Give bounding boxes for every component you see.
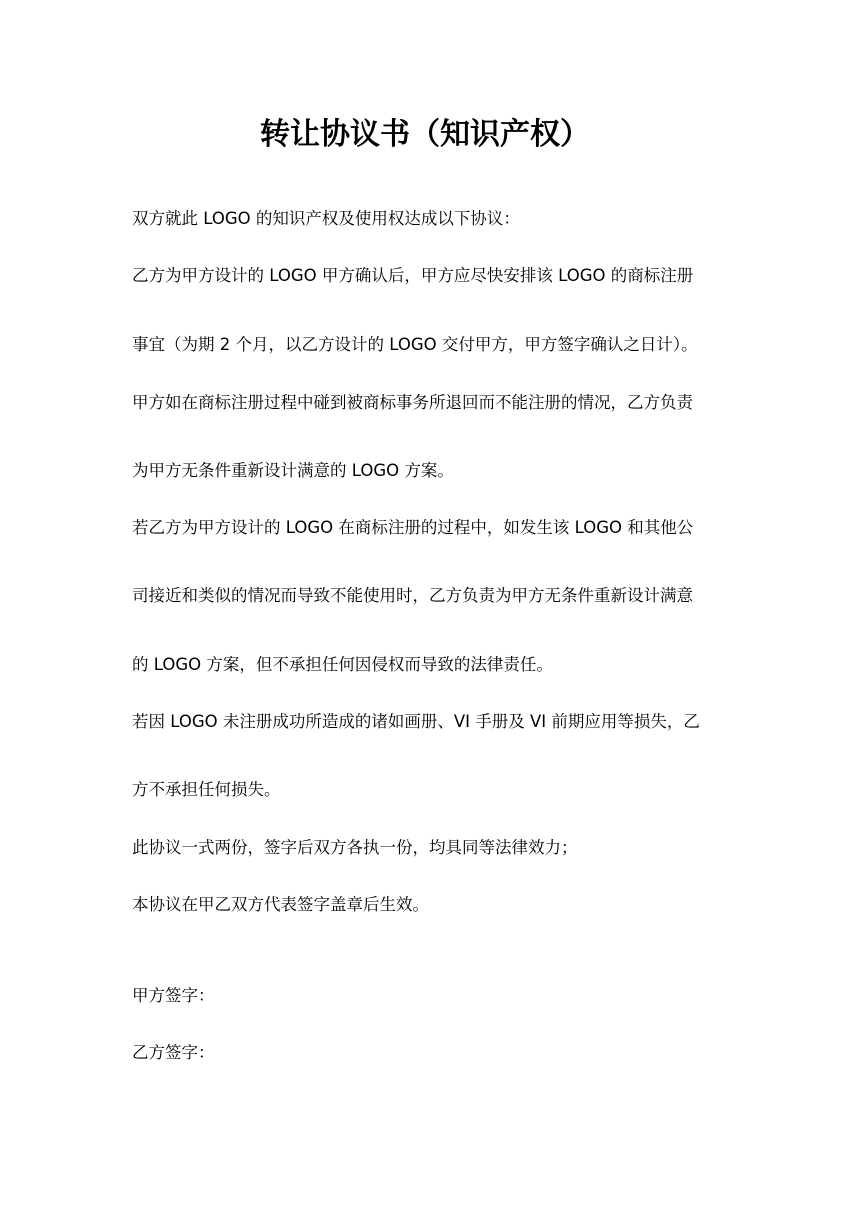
- clause-1-line-2: 事宜（为期 2 个月，以乙方设计的 LOGO 交付甲方，甲方签字确认之日计）。: [132, 335, 698, 354]
- clause-2-line-1: 甲方如在商标注册过程中碰到被商标事务所退回而不能注册的情况，乙方负责: [132, 393, 693, 412]
- clause-3-line-1: 若乙方为甲方设计的 LOGO 在商标注册的过程中，如发生该 LOGO 和其他公: [132, 518, 694, 537]
- signature-party-a: 甲方签字：: [132, 986, 215, 1005]
- signature-party-b: 乙方签字：: [132, 1043, 215, 1062]
- clause-3-line-2: 司接近和类似的情况而导致不能使用时，乙方负责为甲方无条件重新设计满意: [132, 586, 693, 605]
- clause-2-line-2: 为甲方无条件重新设计满意的 LOGO 方案。: [132, 461, 454, 480]
- clause-4-line-2: 方不承担任何损失。: [132, 780, 281, 799]
- clause-3-line-3: 的 LOGO 方案，但不承担任何因侵权而导致的法律责任。: [132, 655, 553, 674]
- clause-1-line-1: 乙方为甲方设计的 LOGO 甲方确认后，甲方应尽快安排该 LOGO 的商标注册: [132, 266, 694, 285]
- paragraph-intro: 双方就此 LOGO 的知识产权及使用权达成以下协议：: [132, 209, 520, 228]
- clause-copies: 此协议一式两份，签字后双方各执一份，均具同等法律效力；: [132, 838, 578, 857]
- clause-4-line-1: 若因 LOGO 未注册成功所造成的诸如画册、VI 手册及 VI 前期应用等损失，乙: [132, 712, 700, 731]
- document-title: 转让协议书（知识产权）: [260, 117, 590, 152]
- clause-effective: 本协议在甲乙双方代表签字盖章后生效。: [132, 895, 429, 914]
